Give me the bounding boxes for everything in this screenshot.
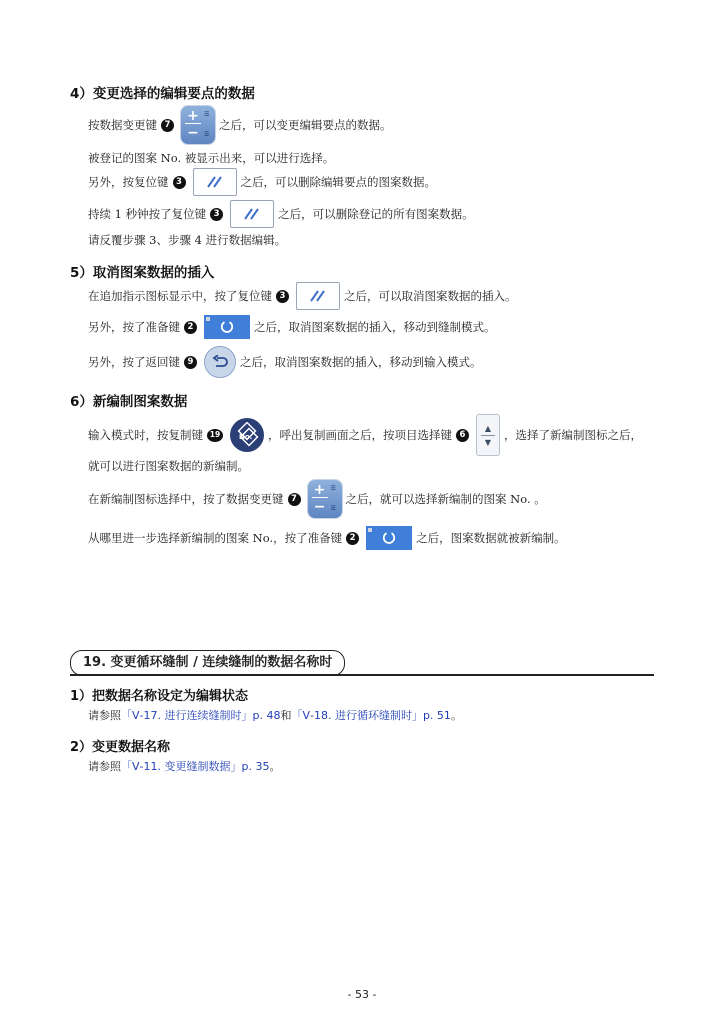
item-select-key-icon: [476, 414, 500, 456]
return-key-icon: [204, 346, 236, 378]
key-number-badge: 6: [456, 429, 469, 442]
list-minus-icon: ☰: [204, 131, 210, 138]
plus-icon: +: [312, 483, 328, 498]
section-divider: [70, 674, 654, 676]
text: 在新编制图标选择中，按了数据变更键: [88, 492, 284, 506]
data-change-key-icon: [181, 106, 215, 144]
reset-key-icon: [296, 282, 340, 310]
text: 另外，按复位键: [88, 175, 169, 189]
link-v18[interactable]: 「Ⅴ-18. 进行循环缝制时」p. 51: [291, 709, 451, 722]
down-arrow-icon: ▼: [484, 437, 492, 447]
minus-icon: −: [187, 125, 199, 141]
sec5-line-1: [88, 282, 517, 310]
sec19-ref-1: [88, 707, 462, 723]
text: 按数据变更键: [88, 118, 157, 132]
reset-key-icon: [193, 168, 237, 196]
ready-key-icon: [204, 315, 250, 339]
link-v11[interactable]: 「Ⅴ-11. 变更缝制数据」p. 35: [121, 760, 270, 773]
divider: [481, 435, 495, 436]
sec19-subheading-1: 1）把数据名称设定为编辑状态: [70, 689, 249, 704]
list-minus-icon: ☰: [330, 505, 336, 512]
text: 之后，图案数据就被新编制。: [416, 531, 566, 545]
key-number-badge: 19: [207, 429, 223, 442]
text: 被登记的图案 No. 被显示出来，可以进行选择。: [88, 151, 335, 165]
key-number-badge: 3: [173, 176, 186, 189]
text: 之后，可以变更编辑要点的数据。: [219, 118, 392, 132]
sec6-line-4: [88, 526, 566, 550]
key-number-badge: 3: [276, 290, 289, 303]
key-number-badge: 2: [184, 321, 197, 334]
text: 之后，可以删除编辑要点的图案数据。: [240, 175, 436, 189]
sec5-line-2: [88, 315, 496, 339]
sec5-line-3: [88, 346, 482, 378]
list-plus-icon: ☰: [204, 111, 210, 118]
minus-icon: −: [313, 499, 326, 515]
sec4-line-1: [88, 106, 392, 144]
text: ，选择了新编制图标之后，: [504, 428, 642, 442]
reset-key-icon: [230, 200, 274, 228]
plus-icon: +: [185, 109, 201, 124]
text: 。: [269, 760, 281, 773]
text: 。: [450, 709, 462, 722]
link-v17[interactable]: 「Ⅴ-17. 进行连续缝制时」p. 48: [121, 709, 281, 722]
key-number-badge: 2: [346, 532, 359, 545]
sec19-subheading-2: 2）变更数据名称: [70, 740, 171, 755]
copy-key-label: No.: [239, 433, 253, 441]
text: 之后，取消图案数据的插入，移动到输入模式。: [240, 355, 482, 369]
text: 另外，按了准备键: [88, 320, 180, 334]
text: 和: [280, 709, 292, 722]
up-arrow-icon: ▲: [484, 423, 492, 433]
text: 之后，可以删除登记的所有图案数据。: [278, 207, 474, 221]
sec6-line-2: [88, 458, 249, 474]
sec6-line-1: [88, 414, 642, 456]
sec4-line-4: [88, 200, 474, 228]
page-number: - 53 -: [347, 988, 377, 1001]
text: 持续 1 秒钟按了复位键: [88, 207, 207, 221]
key-number-badge: 3: [210, 208, 223, 221]
data-change-key-icon: [308, 480, 342, 518]
text: 请参照: [88, 760, 121, 773]
sec4-line-3: [88, 168, 436, 196]
section-5-heading: 5）取消图案数据的插入: [70, 265, 215, 281]
text: 在追加指示图标显示中，按了复位键: [88, 289, 272, 303]
section-4-heading: 4）变更选择的编辑要点的数据: [70, 86, 255, 102]
copy-key-icon: [230, 418, 264, 452]
text: 就可以进行图案数据的新编制。: [88, 459, 249, 473]
key-number-badge: 7: [288, 493, 301, 506]
section-6-heading: 6）新编制图案数据: [70, 394, 188, 410]
sec19-ref-2: [88, 758, 280, 774]
text: 从哪里进一步选择新编制的图案 No.，按了准备键: [88, 531, 343, 545]
sec4-line-2: [88, 150, 334, 166]
text: 之后，可以取消图案数据的插入。: [344, 289, 517, 303]
text: 请反覆步骤 3、步骤 4 进行数据编辑。: [88, 233, 287, 247]
text: 输入模式时，按复制键: [88, 428, 203, 442]
sec4-line-5: [88, 232, 286, 248]
sec6-line-3: [88, 480, 546, 518]
key-number-badge: 7: [161, 119, 174, 132]
key-number-badge: 9: [184, 356, 197, 369]
ready-key-icon: [366, 526, 412, 550]
text: 之后，就可以选择新编制的图案 No. 。: [345, 492, 546, 506]
text: 请参照: [88, 709, 121, 722]
text: 另外，按了返回键: [88, 355, 180, 369]
text: 之后，取消图案数据的插入，移动到缝制模式。: [254, 320, 496, 334]
list-plus-icon: ☰: [330, 485, 336, 492]
text: ，呼出复制画面之后，按项目选择键: [268, 428, 452, 442]
section-19-title: 19. 变更循环缝制 / 连续缝制的数据名称时: [70, 650, 345, 676]
